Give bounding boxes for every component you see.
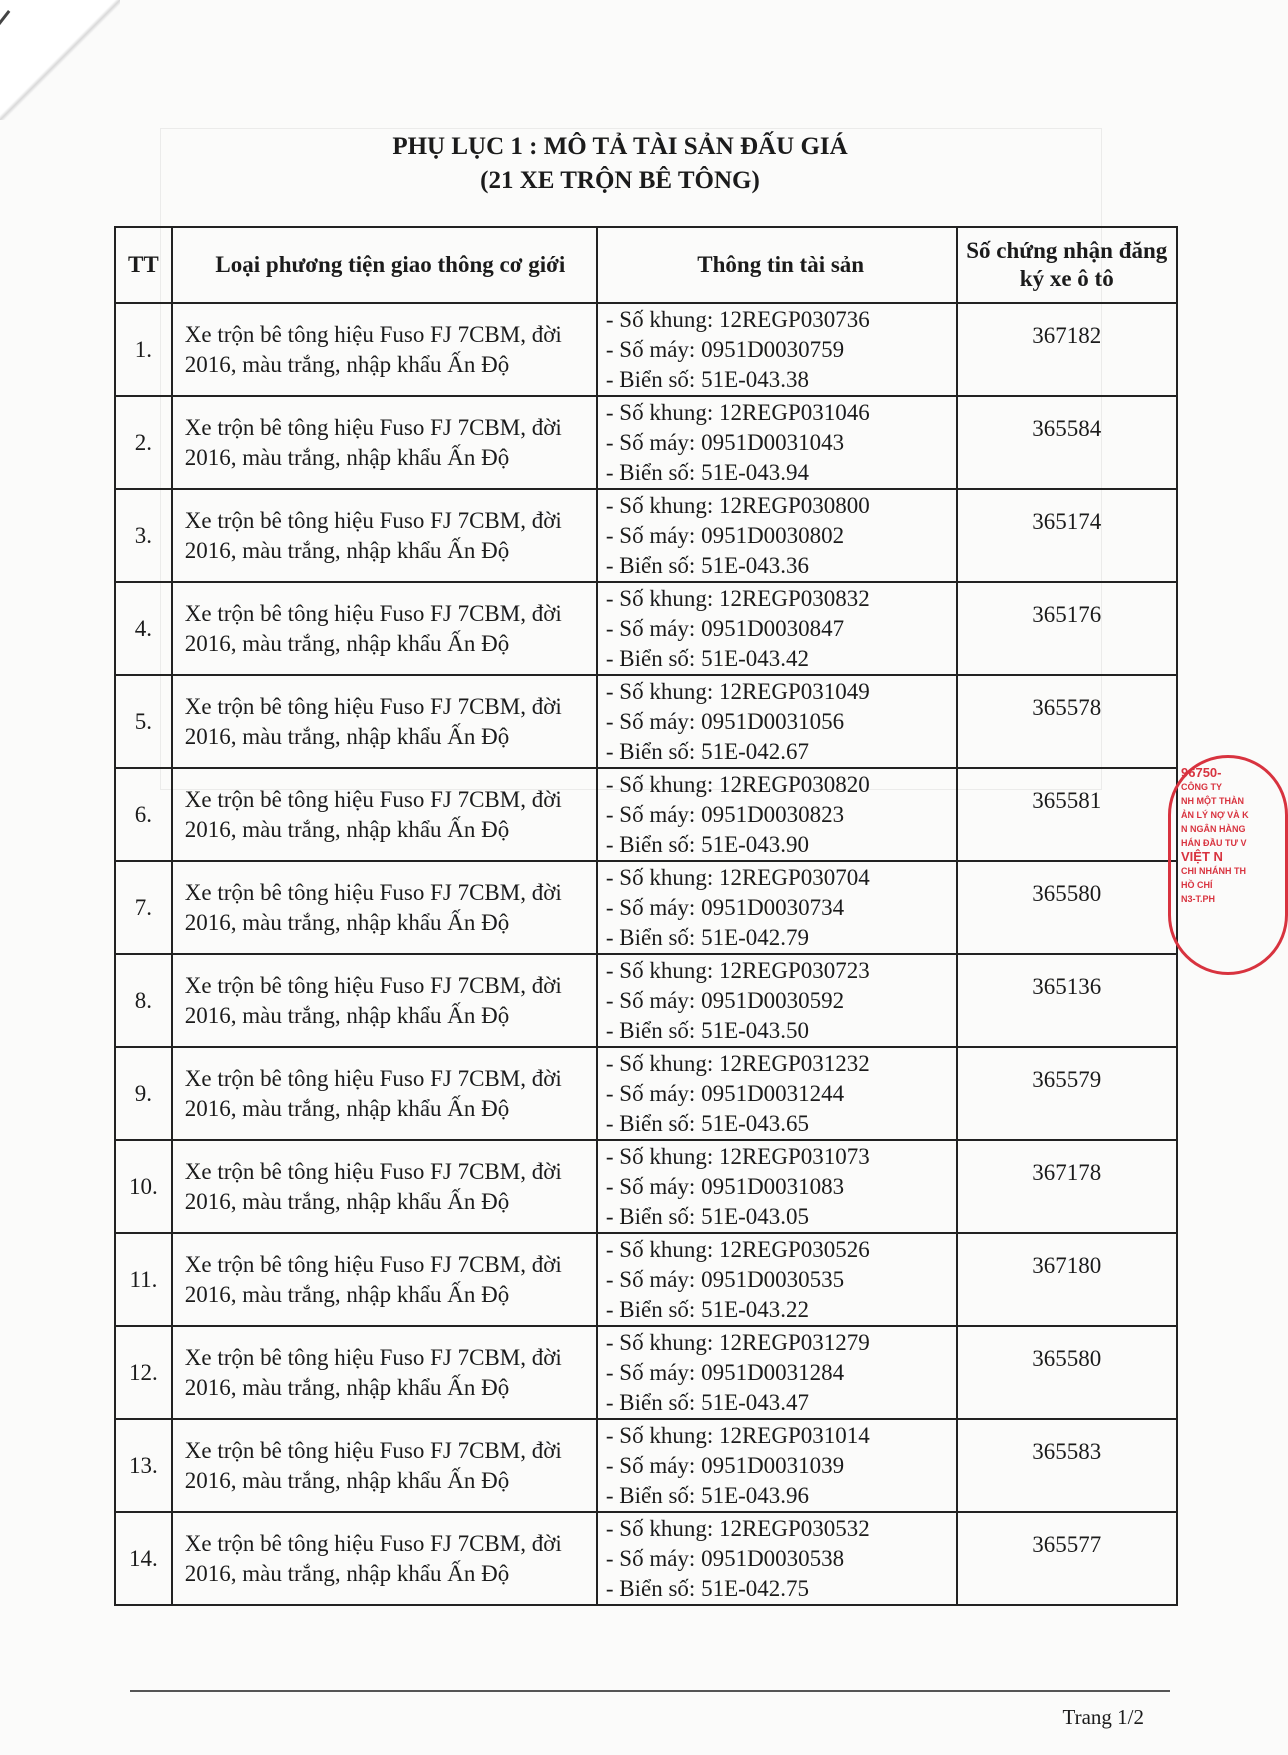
row-number: 11. [115,1233,172,1326]
frame-number: - Số khung: 12REGP031279 [605,1329,870,1355]
table-row [115,861,1177,954]
engine-number: - Số máy: 0951D0031244 [605,1080,845,1106]
registration-number: 365136 [1032,973,1102,999]
stamp-text-line: VIỆT N [1181,849,1223,864]
plate-number: - Biển số: 51E-043.65 [605,1110,810,1136]
plate-number: - Biển số: 51E-042.67 [605,738,810,764]
table-body [115,303,1177,1605]
vehicle-type: Xe trộn bê tông hiệu Fuso FJ 7CBM, đời 2016, màu trắng, nhập khẩu Ấn Độ [172,489,597,582]
vehicle-type: Xe trộn bê tông hiệu Fuso FJ 7CBM, đời 2016, màu trắng, nhập khẩu Ấn Độ [172,954,597,1047]
vehicle-type: Xe trộn bê tông hiệu Fuso FJ 7CBM, đời 2016, màu trắng, nhập khẩu Ấn Độ [172,582,597,675]
row-number: 7. [115,861,172,954]
row-number: 14. [115,1512,172,1605]
frame-number: - Số khung: 12REGP030532 [605,1515,870,1541]
table-header-row [115,227,1177,303]
registration-number: 365578 [1032,694,1102,720]
engine-number: - Số máy: 0951D0030847 [605,615,845,641]
asset-info [597,303,957,396]
registration-cell [957,582,1177,675]
asset-info [597,1512,957,1605]
frame-number: - Số khung: 12REGP031073 [605,1143,870,1169]
registration-number: 365174 [1032,508,1102,534]
plate-number: - Biển số: 51E-043.05 [605,1203,810,1229]
registration-number: 365577 [1032,1531,1102,1557]
frame-number: - Số khung: 12REGP030704 [605,864,870,890]
plate-number: - Biển số: 51E-043.96 [605,1482,810,1508]
registration-number: 367182 [1032,322,1102,348]
engine-number: - Số máy: 0951D0030802 [605,522,845,548]
registration-number: 365579 [1032,1066,1102,1092]
frame-number: - Số khung: 12REGP030723 [605,957,870,983]
plate-number: - Biển số: 51E-043.90 [605,831,810,857]
vehicle-type: Xe trộn bê tông hiệu Fuso FJ 7CBM, đời 2016, màu trắng, nhập khẩu Ấn Độ [172,768,597,861]
table-row [115,768,1177,861]
registration-number: 365580 [1032,880,1102,906]
table-row [115,1419,1177,1512]
asset-info [597,861,957,954]
plate-number: - Biển số: 51E-043.50 [605,1017,810,1043]
stamp-text-line: CHI NHÁNH TH [1181,866,1246,876]
row-number: 6. [115,768,172,861]
table-row [115,303,1177,396]
frame-number: - Số khung: 12REGP031046 [605,399,870,425]
vehicle-type: Xe trộn bê tông hiệu Fuso FJ 7CBM, đời 2016, màu trắng, nhập khẩu Ấn Độ [172,1047,597,1140]
stamp-text-line: HÁN ĐẦU TƯ V [1181,838,1247,848]
vehicle-type: Xe trộn bê tông hiệu Fuso FJ 7CBM, đời 2016, màu trắng, nhập khẩu Ấn Độ [172,1512,597,1605]
row-number: 9. [115,1047,172,1140]
asset-info [597,1047,957,1140]
table-row [115,396,1177,489]
engine-number: - Số máy: 0951D0031284 [605,1359,845,1385]
vehicle-type: Xe trộn bê tông hiệu Fuso FJ 7CBM, đời 2016, màu trắng, nhập khẩu Ấn Độ [172,1326,597,1419]
header-tt: TT [115,227,172,303]
registration-cell [957,1512,1177,1605]
vehicle-type: Xe trộn bê tông hiệu Fuso FJ 7CBM, đời 2016, màu trắng, nhập khẩu Ấn Độ [172,303,597,396]
asset-info [597,396,957,489]
asset-info [597,1233,957,1326]
header-registration: Số chứng nhận đăng ký xe ô tô [957,227,1177,303]
row-number: 1. [115,303,172,396]
row-number: 10. [115,1140,172,1233]
table-row [115,1233,1177,1326]
registration-number: 365581 [1032,787,1102,813]
registration-cell [957,861,1177,954]
table-row [115,1047,1177,1140]
row-number: 4. [115,582,172,675]
vehicle-type: Xe trộn bê tông hiệu Fuso FJ 7CBM, đời 2016, màu trắng, nhập khẩu Ấn Độ [172,1419,597,1512]
engine-number: - Số máy: 0951D0031039 [605,1452,845,1478]
header-asset-info: Thông tin tài sản [597,227,957,303]
registration-cell [957,1140,1177,1233]
engine-number: - Số máy: 0951D0030535 [605,1266,845,1292]
stamp-text-line: N NGÂN HÀNG [1181,824,1246,834]
asset-info [597,582,957,675]
frame-number: - Số khung: 12REGP031014 [605,1422,870,1448]
asset-info [597,1419,957,1512]
asset-info [597,1326,957,1419]
vehicle-type: Xe trộn bê tông hiệu Fuso FJ 7CBM, đời 2016, màu trắng, nhập khẩu Ấn Độ [172,1233,597,1326]
row-number: 12. [115,1326,172,1419]
frame-number: - Số khung: 12REGP031049 [605,678,870,704]
document-title [0,130,1240,198]
asset-table [114,226,1178,1606]
registration-number: 367178 [1032,1159,1102,1185]
engine-number: - Số máy: 0951D0031083 [605,1173,845,1199]
registration-cell [957,396,1177,489]
row-number: 13. [115,1419,172,1512]
stamp-text-line: 96750- [1181,765,1222,780]
table-row [115,582,1177,675]
asset-info [597,675,957,768]
row-number: 5. [115,675,172,768]
registration-cell [957,1419,1177,1512]
engine-number: - Số máy: 0951D0030592 [605,987,845,1013]
asset-info [597,954,957,1047]
vehicle-type: Xe trộn bê tông hiệu Fuso FJ 7CBM, đời 2016, màu trắng, nhập khẩu Ấn Độ [172,1140,597,1233]
engine-number: - Số máy: 0951D0030823 [605,801,845,827]
title-line-1: PHỤ LỤC 1 : MÔ TẢ TÀI SẢN ĐẤU GIÁ [392,133,848,160]
registration-cell [957,489,1177,582]
red-stamp [1168,755,1288,975]
engine-number: - Số máy: 0951D0030759 [605,336,845,362]
page-fold-corner [0,0,120,120]
table-row [115,954,1177,1047]
registration-cell [957,1047,1177,1140]
plate-number: - Biển số: 51E-043.94 [605,459,810,485]
registration-number: 365583 [1032,1438,1102,1464]
table-row [115,489,1177,582]
frame-number: - Số khung: 12REGP030526 [605,1236,870,1262]
registration-number: 365580 [1032,1345,1102,1371]
frame-number: - Số khung: 12REGP030800 [605,492,870,518]
stamp-text-line: HỒ CHÍ [1181,880,1213,890]
table-row [115,1140,1177,1233]
registration-cell [957,675,1177,768]
table-row [115,1512,1177,1605]
stamp-text-line: ẢN LÝ NỢ VÀ K [1181,810,1249,820]
registration-cell [957,303,1177,396]
vehicle-type: Xe trộn bê tông hiệu Fuso FJ 7CBM, đời 2016, màu trắng, nhập khẩu Ấn Độ [172,396,597,489]
plate-number: - Biển số: 51E-042.79 [605,924,810,950]
asset-info [597,768,957,861]
plate-number: - Biển số: 51E-043.36 [605,552,810,578]
plate-number: - Biển số: 51E-043.47 [605,1389,810,1415]
vehicle-type: Xe trộn bê tông hiệu Fuso FJ 7CBM, đời 2016, màu trắng, nhập khẩu Ấn Độ [172,675,597,768]
registration-cell [957,1233,1177,1326]
plate-number: - Biển số: 51E-042.75 [605,1575,810,1601]
registration-cell [957,954,1177,1047]
engine-number: - Số máy: 0951D0031056 [605,708,845,734]
plate-number: - Biển số: 51E-043.42 [605,645,810,671]
stamp-text-line: N3-T.PH [1181,894,1216,904]
plate-number: - Biển số: 51E-043.38 [605,366,810,392]
plate-number: - Biển số: 51E-043.22 [605,1296,810,1322]
footer-divider [130,1690,1170,1692]
header-vehicle-type: Loại phương tiện giao thông cơ giới [172,227,597,303]
table-row [115,1326,1177,1419]
row-number: 2. [115,396,172,489]
asset-info [597,1140,957,1233]
frame-number: - Số khung: 12REGP030820 [605,771,870,797]
stamp-text-line: NH MỘT THÀN [1181,796,1244,806]
vehicle-type: Xe trộn bê tông hiệu Fuso FJ 7CBM, đời 2016, màu trắng, nhập khẩu Ấn Độ [172,861,597,954]
frame-number: - Số khung: 12REGP030736 [605,306,870,332]
registration-number: 367180 [1032,1252,1102,1278]
title-line-2: (21 XE TRỘN BÊ TÔNG) [480,167,760,194]
frame-number: - Số khung: 12REGP030832 [605,585,870,611]
registration-cell [957,768,1177,861]
registration-cell [957,1326,1177,1419]
registration-number: 365584 [1032,415,1102,441]
row-number: 3. [115,489,172,582]
stamp-text-line: CÔNG TY [1181,782,1223,792]
registration-number: 365176 [1032,601,1102,627]
engine-number: - Số máy: 0951D0030734 [605,894,845,920]
engine-number: - Số máy: 0951D0031043 [605,429,845,455]
table-row [115,675,1177,768]
asset-info [597,489,957,582]
row-number: 8. [115,954,172,1047]
page-number: Trang 1/2 [1062,1705,1144,1729]
frame-number: - Số khung: 12REGP031232 [605,1050,870,1076]
engine-number: - Số máy: 0951D0030538 [605,1545,845,1571]
